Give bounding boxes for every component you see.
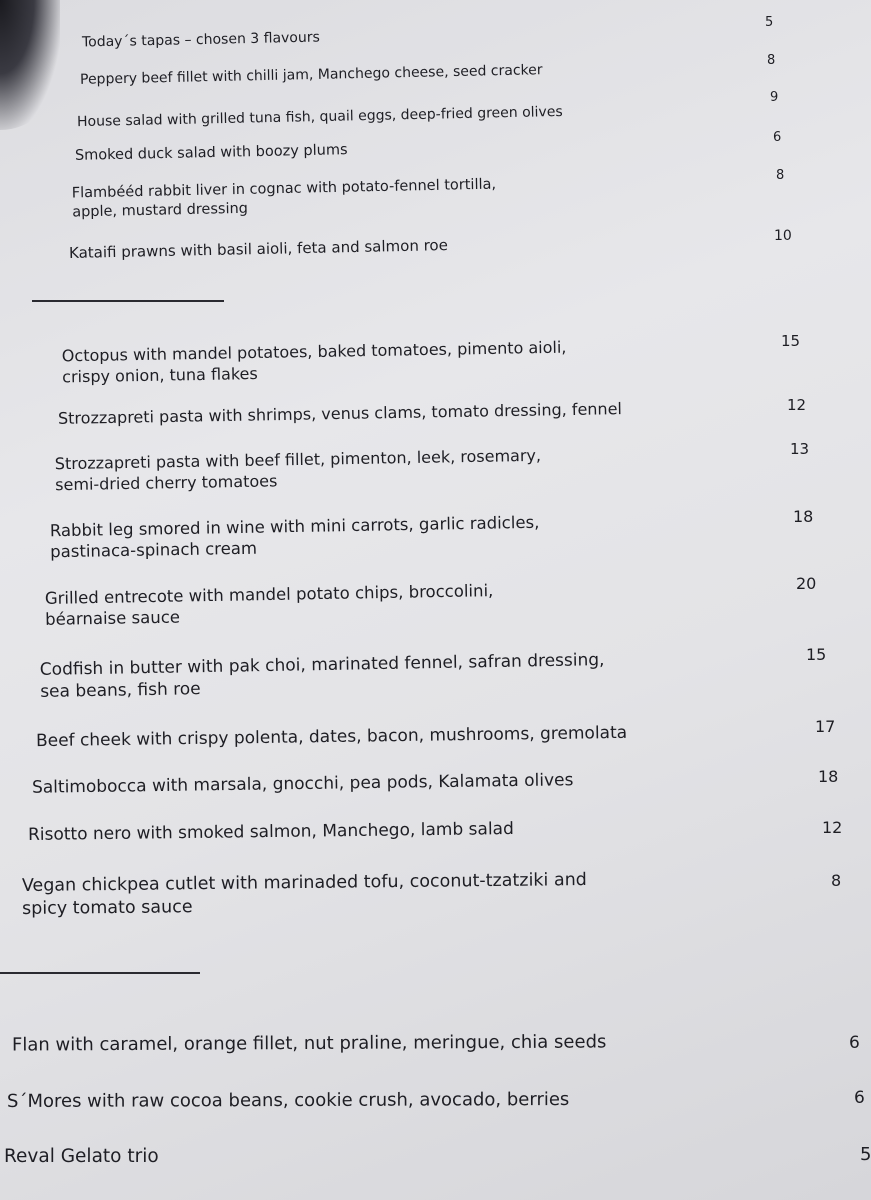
item-name-continued: béarnaise sauce [45, 607, 181, 630]
main-item-4 [50, 512, 540, 563]
item-name-continued: spicy tomato sauce [22, 896, 193, 919]
tapas-price-3: 9 [770, 90, 779, 105]
tapas-item-5 [72, 176, 497, 223]
main-price-4: 18 [793, 507, 814, 526]
tapas-item-3 [77, 103, 563, 131]
main-price-8: 18 [818, 767, 839, 786]
item-name: Peppery beef fillet with chilli jam, Manchego cheese, seed cracker [79, 62, 543, 88]
item-name: Risotto nero with smoked salmon, Manchego, lamb salad [27, 819, 514, 845]
item-name: Strozzapreti pasta with beef fillet, pimenton, leek, rosemary, [54, 445, 542, 474]
dessert-item-3 [4, 1145, 159, 1169]
item-name-continued: apple, mustard dressing [72, 200, 249, 221]
item-name-continued: pastinaca-spinach cream [50, 539, 258, 562]
main-item-1 [62, 338, 567, 388]
main-item-3 [55, 446, 542, 496]
main-item-6 [40, 649, 605, 703]
dessert-item-2 [7, 1088, 569, 1113]
item-name: Flan with caramel, orange fillet, nut praline, meringue, chia seeds [11, 1031, 607, 1056]
dessert-price-1: 6 [849, 1033, 860, 1053]
item-name: House salad with grilled tuna fish, quail eggs, deep-fried green olives [76, 103, 563, 131]
main-price-2: 12 [787, 396, 807, 414]
item-name: Codfish in butter with pak choi, marinated fennel, safran dressing, [39, 650, 605, 680]
tapas-price-5: 8 [776, 168, 785, 183]
dessert-price-3: 5 [860, 1144, 871, 1165]
dessert-price-2: 6 [854, 1088, 865, 1108]
tapas-price-6: 10 [774, 228, 792, 244]
main-price-5: 20 [796, 574, 817, 593]
tapas-item-4 [75, 141, 348, 166]
main-price-3: 13 [790, 440, 810, 458]
main-price-10: 8 [831, 871, 842, 890]
item-name: Vegan chickpea cutlet with marinaded tofu, coconut-tzatziki and [21, 870, 587, 896]
main-item-7 [36, 722, 627, 752]
item-name: Grilled entrecote with mandel potato chips, broccolini, [44, 581, 494, 608]
page-shadow [0, 0, 60, 130]
tapas-price-1: 5 [765, 15, 774, 30]
item-name-continued: semi-dried cherry tomatoes [55, 471, 278, 495]
section-divider [32, 300, 224, 302]
item-name: Reval Gelato trio [4, 1146, 159, 1167]
item-name: Today´s tapas – chosen 3 flavours [81, 29, 320, 51]
tapas-item-2 [80, 61, 543, 89]
item-name: S´Mores with raw cocoa beans, cookie crush, avocado, berries [6, 1089, 570, 1112]
tapas-item-6 [69, 236, 448, 263]
item-name-continued: crispy onion, tuna flakes [62, 363, 258, 387]
item-name-continued: sea beans, fish roe [40, 679, 201, 703]
main-item-10 [22, 869, 587, 920]
section-divider [0, 972, 200, 974]
item-name: Octopus with mandel potatoes, baked tomatoes, pimento aioli, [61, 337, 567, 366]
item-name: Beef cheek with crispy polenta, dates, bacon, mushrooms, gremolata [35, 722, 628, 752]
item-name: Saltimobocca with marsala, gnocchi, pea pods, Kalamata olives [31, 770, 574, 798]
main-price-9: 12 [822, 818, 843, 837]
item-name: Smoked duck salad with boozy plums [74, 142, 348, 164]
item-name: Flambééd rabbit liver in cognac with potato-fennel tortilla, [71, 176, 497, 202]
main-item-5 [45, 580, 494, 631]
main-item-8 [32, 769, 574, 799]
main-price-1: 15 [781, 332, 801, 350]
item-name: Strozzapreti pasta with shrimps, venus clams, tomato dressing, fennel [57, 399, 623, 428]
main-item-9 [28, 818, 514, 846]
main-price-7: 17 [815, 717, 836, 736]
main-price-6: 15 [806, 645, 827, 664]
tapas-price-4: 6 [773, 130, 782, 145]
item-name: Rabbit leg smored in wine with mini carrots, garlic radicles, [49, 512, 540, 541]
tapas-item-1 [82, 29, 320, 52]
tapas-price-2: 8 [767, 53, 776, 68]
item-name: Kataifi prawns with basil aioli, feta and salmon roe [68, 236, 449, 262]
main-item-2 [58, 399, 622, 430]
dessert-item-1 [12, 1030, 606, 1057]
